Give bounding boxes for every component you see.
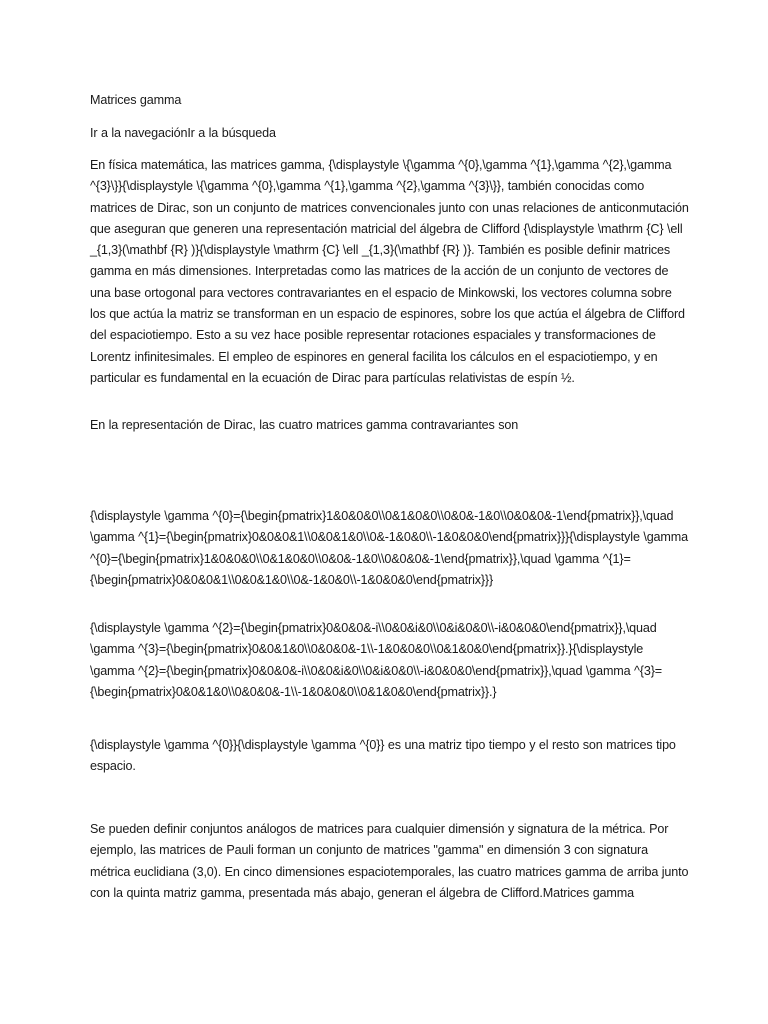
document-title: Matrices gamma: [90, 93, 182, 107]
timelike-paragraph: {\displaystyle \gamma ^{0}}{\displaystyle \gamma ^{0}} es una matriz tipo tiempo y el resto son matrices tipo espacio.: [90, 738, 676, 774]
analogues-paragraph: Se pueden definir conjuntos análogos de matrices para cualquier dimensión y signatura de la métrica. Por ejemplo, las matrices de Pauli forman un conjunto de matrices "gamma" en dimensión 3 con signatura métrica euclidiana (3,0). En cinco dimensiones espaciotemporales, las cuatro matrices gamma de arriba junto con la quinta matriz gamma, presentada más abajo, generan el álgebra de Clifford.Matrices gamma: [90, 822, 689, 900]
dirac-representation-paragraph: En la representación de Dirac, las cuatro matrices gamma contravariantes son: [90, 418, 519, 432]
gamma2-gamma3-formula: {\displaystyle \gamma ^{2}={\begin{pmatrix}0&0&0&-i\\0&0&i&0\\0&i&0&0\\-i&0&0&0\end{pmatrix}},\quad \gamma ^{3}={\begin{pmatrix}0&0&1&0\\0&0&0&-1\\-1&0&0&0\\0&1&0&0\end{pmatrix}}.}{\displaystyle \gamma ^{2}={\begin{pmatrix}0&0&0&-i\\0&0&i&0\\0&i&0&0\\-i&0&0&0\end{pmatrix}},\quad \gamma ^{3}={\begin{pmatrix}0&0&1&0\\0&0&0&-1\\-1&0&0&0\\0&1&0&0\end{pmatrix}}.}: [90, 621, 662, 699]
intro-paragraph: En física matemática, las matrices gamma, {\displaystyle \{\gamma ^{0},\gamma ^{1},\gamma ^{2},\gamma ^{3}\}}{\displaystyle \{\gamma ^{0},\gamma ^{1},\gamma ^{2},\gamma ^{3}\}}, también conocidas como matrices de Dirac, son un conjunto de matrices convencionales junto con unas relaciones de anticonmutación que aseguran que generen una representación matricial del álgebra de Clifford {\displaystyle \mathrm {C} \ell _{1,3}(\mathbf {R} )}{\displaystyle \mathrm {C} \ell _{1,3}(\mathbf {R} )}. También es posible definir matrices gamma en más dimensiones. Interpretadas como las matrices de la acción de un conjunto de vectores de una base ortogonal para vectores contravariantes en el espacio de Minkowski, los vectores columna sobre los que actúa la matriz se transforman en un espacio de espinores, sobre los que actúa el álgebra de Clifford del espaciotiempo. Esto a su vez hace posible representar rotaciones espaciales y transformaciones de Lorentz infinitesimales. El empleo de espinores en general facilita los cálculos en el espaciotiempo, y en particular es fundamental en la ecuación de Dirac para partículas relativistas de espín ½.: [90, 158, 689, 385]
navigation-links[interactable]: Ir a la navegaciónIr a la búsqueda: [90, 126, 276, 140]
gamma0-gamma1-formula: {\displaystyle \gamma ^{0}={\begin{pmatrix}1&0&0&0\\0&1&0&0\\0&0&-1&0\\0&0&0&-1\end{pmatrix}},\quad \gamma ^{1}={\begin{pmatrix}0&0&0&1\\0&0&1&0\\0&-1&0&0\\-1&0&0&0\end{pmatrix}}}{\displaystyle \gamma ^{0}={\begin{pmatrix}1&0&0&0\\0&1&0&0\\0&0&-1&0\\0&0&0&-1\end{pmatrix}},\quad \gamma ^{1}={\begin{pmatrix}0&0&0&1\\0&0&1&0\\0&-1&0&0\\-1&0&0&0\end{pmatrix}}}: [90, 509, 688, 587]
